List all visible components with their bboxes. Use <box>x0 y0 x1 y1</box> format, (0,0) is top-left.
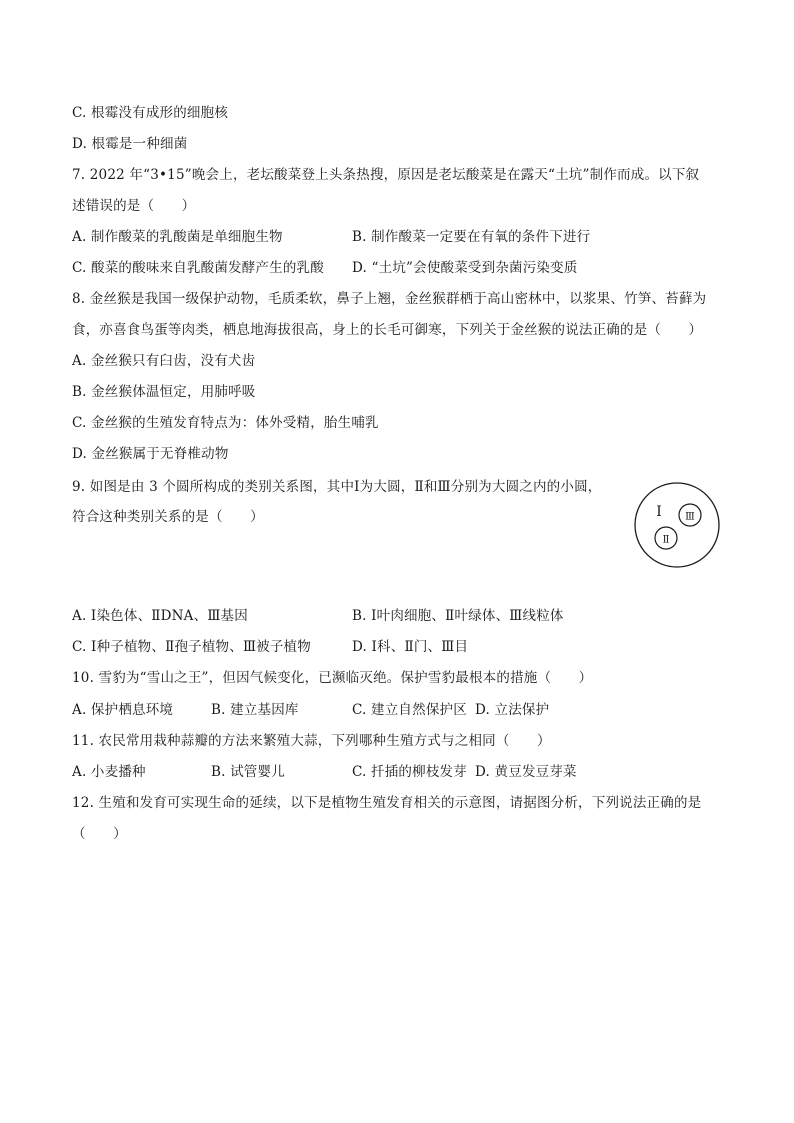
label-small-circle-ii: Ⅱ <box>662 534 670 546</box>
q9-option-a: A. Ⅰ染色体、ⅡDNA、Ⅲ基因 <box>72 608 248 624</box>
q7-option-b: B. 制作酸菜一定要在有氧的条件下进行 <box>352 229 591 245</box>
q10-option-d: D. 立法保护 <box>475 702 550 718</box>
q9-option-b: B. Ⅰ叶肉细胞、Ⅱ叶绿体、Ⅲ线粒体 <box>352 608 564 624</box>
q11-option-c: C. 扦插的柳枝发芽 <box>352 764 467 780</box>
q10-stem: 10. 雪豹为“雪山之王”，但因气候变化，已濒临灭绝。保护雪豹最根本的措施（ ） <box>72 670 593 686</box>
q10-option-b: B. 建立基因库 <box>211 702 299 718</box>
big-circle <box>635 483 719 567</box>
q7-stem-line1: 7. 2022 年“3•15”晚会上，老坛酸菜登上头条热搜，原因是老坛酸菜是在露天“土坑”制作而成。以下叙 <box>72 167 700 183</box>
label-small-circle-iii: Ⅲ <box>685 511 695 523</box>
q10-option-a: A. 保护栖息环境 <box>72 702 174 718</box>
q7-option-a: A. 制作酸菜的乳酸菌是单细胞生物 <box>72 229 283 245</box>
q9-option-d: D. Ⅰ科、Ⅱ门、Ⅲ目 <box>352 639 469 655</box>
q11-stem: 11. 农民常用栽种蒜瓣的方法来繁殖大蒜，下列哪种生殖方式与之相同（ ） <box>72 733 551 749</box>
q9-stem-line2: 符合这种类别关系的是（ ） <box>72 509 264 525</box>
q9-option-c: C. Ⅰ种子植物、Ⅱ孢子植物、Ⅲ被子植物 <box>72 639 311 655</box>
q9-venn-diagram <box>632 480 722 570</box>
q8-option-c: C. 金丝猴的生殖发育特点为：体外受精，胎生哺乳 <box>72 415 379 431</box>
q11-option-b: B. 试管婴儿 <box>211 764 285 780</box>
q7-option-c: C. 酸菜的酸味来自乳酸菌发酵产生的乳酸 <box>72 260 324 276</box>
q12-stem-line2: （ ） <box>72 826 127 842</box>
q6-option-d: D. 根霉是一种细菌 <box>72 136 188 152</box>
q9-stem-line1: 9. 如图是由 3 个圆所构成的类别关系图，其中Ⅰ为大圆，Ⅱ和Ⅲ分别为大圆之内的小圆， <box>72 479 602 495</box>
q8-option-b: B. 金丝猴体温恒定，用肺呼吸 <box>72 384 256 400</box>
q12-stem-line1: 12. 生殖和发育可实现生命的延续，以下是植物生殖发育相关的示意图，请据图分析，下列说法正确的是 <box>72 795 702 811</box>
q7-option-d: D. “土坑”会使酸菜受到杂菌污染变质 <box>352 260 578 276</box>
q8-stem-line1: 8. 金丝猴是我国一级保护动物，毛质柔软，鼻子上翘，金丝猴群栖于高山密林中，以浆果、竹笋、苔藓为 <box>72 291 707 307</box>
q6-option-c: C. 根霉没有成形的细胞核 <box>72 105 229 121</box>
q11-option-a: A. 小麦播种 <box>72 764 146 780</box>
label-big-circle: Ⅰ <box>656 504 662 520</box>
q8-option-d: D. 金丝猴属于无脊椎动物 <box>72 446 229 462</box>
q7-stem-line2: 述错误的是（ ） <box>72 198 196 214</box>
q8-option-a: A. 金丝猴只有臼齿，没有犬齿 <box>72 353 256 369</box>
q8-stem-line2: 食，亦喜食鸟蛋等肉类，栖息地海拔很高，身上的长毛可御寒，下列关于金丝猴的说法正确的是（ ） <box>72 322 703 338</box>
q11-option-d: D. 黄豆发豆芽菜 <box>475 764 577 780</box>
q10-option-c: C. 建立自然保护区 <box>352 702 467 718</box>
